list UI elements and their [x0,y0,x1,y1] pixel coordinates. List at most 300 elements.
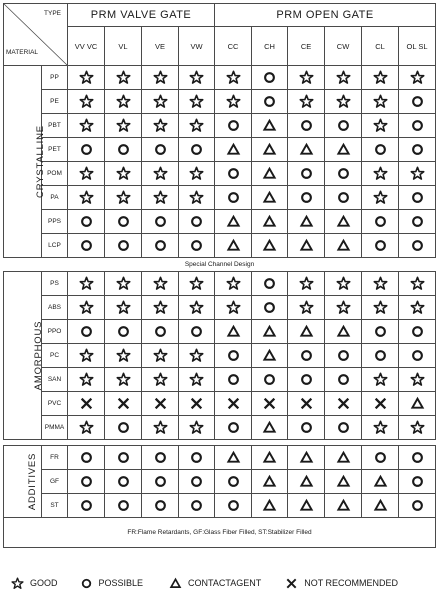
material-row [4,344,436,368]
material-name: PBT [42,114,68,138]
circle-icon [226,474,241,489]
gate-type-header: VV VC [68,27,105,66]
valve-gate-group: PRM VALVE GATE [68,4,215,27]
circle-icon [79,474,94,489]
circle-icon [226,348,241,363]
rating-cell [252,296,288,320]
rating-cell [215,320,252,344]
rating-cell [179,186,215,210]
rating-cell [325,114,362,138]
rating-cell [252,66,288,90]
circle-icon [189,498,204,513]
material-row [4,90,436,114]
material-name: LCP [42,234,68,258]
triangle-icon [299,238,314,253]
triangle-icon [299,214,314,229]
rating-cell [142,138,179,162]
circle-icon [299,372,314,387]
circle-icon [189,238,204,253]
rating-cell [288,90,325,114]
star-icon [116,118,131,133]
rating-cell [399,320,436,344]
rating-cell [105,494,142,518]
circle-icon [153,498,168,513]
rating-cell [215,186,252,210]
cross-icon [336,396,351,411]
circle-icon [410,94,425,109]
legend-item-triangle [169,577,261,590]
rating-cell [325,446,362,470]
material-row [4,66,436,90]
rating-cell [142,66,179,90]
material-name: PPO [42,320,68,344]
circle-icon [373,142,388,157]
rating-cell [179,470,215,494]
rating-cell [325,66,362,90]
rating-cell [288,272,325,296]
material-label: MATERIAL [6,49,39,56]
circle-icon [373,450,388,465]
star-icon [116,372,131,387]
rating-cell [142,234,179,258]
rating-cell [399,272,436,296]
rating-cell [215,392,252,416]
triangle-icon [299,498,314,513]
star-icon [79,118,94,133]
circle-icon [116,142,131,157]
rating-cell [105,186,142,210]
material-name: PVC [42,392,68,416]
star-icon [153,70,168,85]
rating-cell [288,446,325,470]
rating-cell [179,320,215,344]
rating-cell [399,114,436,138]
rating-cell [142,416,179,440]
circle-icon [410,348,425,363]
triangle-icon [262,498,277,513]
rating-cell [105,320,142,344]
star-icon [79,276,94,291]
circle-icon [153,450,168,465]
rating-cell [288,114,325,138]
rating-cell [288,210,325,234]
material-row [4,296,436,320]
rating-cell [142,210,179,234]
circle-icon [116,450,131,465]
material-name: POM [42,162,68,186]
circle-icon [79,214,94,229]
circle-icon [79,450,94,465]
rating-cell [288,392,325,416]
rating-cell [215,162,252,186]
star-icon [116,190,131,205]
rating-cell [142,344,179,368]
star-icon [410,372,425,387]
material-name: SAN [42,368,68,392]
rating-cell [399,210,436,234]
material-row [4,470,436,494]
rating-cell [399,368,436,392]
rating-cell [325,90,362,114]
material-name: GF [42,470,68,494]
rating-cell [68,210,105,234]
star-icon [226,70,241,85]
rating-cell [362,114,399,138]
rating-cell [68,138,105,162]
legend-item-cross [285,577,398,590]
rating-cell [142,320,179,344]
circle-icon [262,70,277,85]
rating-cell [142,186,179,210]
rating-cell [179,90,215,114]
rating-cell [288,138,325,162]
rating-cell [252,368,288,392]
special-note: Special Channel Design [4,258,436,272]
header-corner [4,4,68,66]
group-label-crystalline [4,66,46,258]
material-row [4,210,436,234]
rating-cell [68,392,105,416]
circle-icon [226,190,241,205]
star-icon [189,118,204,133]
rating-cell [252,272,288,296]
circle-icon [262,276,277,291]
material-name: PC [42,344,68,368]
triangle-icon [262,118,277,133]
rating-cell [252,114,288,138]
rating-cell [179,234,215,258]
triangle-icon [262,348,277,363]
star-icon [116,70,131,85]
circle-icon [116,474,131,489]
triangle-icon [299,450,314,465]
material-name: PET [42,138,68,162]
rating-cell [325,162,362,186]
material-row [4,272,436,296]
cross-icon [189,396,204,411]
rating-cell [362,90,399,114]
star-icon [299,300,314,315]
legend-label: CONTACTAGENT [188,578,262,588]
star-icon [79,94,94,109]
rating-cell [179,210,215,234]
rating-cell [399,470,436,494]
star-icon [79,372,94,387]
rating-cell [179,392,215,416]
circle-icon [410,142,425,157]
rating-cell [179,66,215,90]
rating-cell [362,138,399,162]
rating-cell [68,494,105,518]
rating-cell [215,234,252,258]
rating-cell [362,186,399,210]
rating-cell [252,344,288,368]
triangle-icon [262,142,277,157]
rating-cell [362,234,399,258]
circle-icon [336,190,351,205]
circle-icon [299,118,314,133]
rating-cell [399,234,436,258]
rating-cell [142,494,179,518]
star-icon [410,300,425,315]
star-icon [79,300,94,315]
triangle-icon [299,474,314,489]
rating-cell [252,90,288,114]
rating-cell [105,138,142,162]
triangle-icon [299,142,314,157]
star-icon [116,276,131,291]
circle-icon [373,238,388,253]
rating-cell [105,90,142,114]
circle-icon [373,214,388,229]
star-icon [373,118,388,133]
star-icon [189,70,204,85]
triangle-icon [373,474,388,489]
material-name: PMMA [42,416,68,440]
material-row [4,494,436,518]
rating-cell [105,470,142,494]
triangle-icon [262,166,277,181]
rating-cell [105,392,142,416]
rating-cell [142,90,179,114]
rating-cell [325,416,362,440]
triangle-icon [226,142,241,157]
cross-icon [373,396,388,411]
rating-cell [68,272,105,296]
material-name: ABS [42,296,68,320]
material-name: PPS [42,210,68,234]
star-icon [373,372,388,387]
rating-cell [142,446,179,470]
star-icon [410,166,425,181]
circle-icon [116,420,131,435]
star-icon [116,94,131,109]
rating-cell [68,162,105,186]
star-icon [226,94,241,109]
circle-icon [153,214,168,229]
triangle-icon [226,450,241,465]
triangle-icon [226,324,241,339]
rating-cell [399,138,436,162]
rating-cell [399,90,436,114]
rating-cell [215,470,252,494]
circle-icon [373,324,388,339]
circle-icon [226,118,241,133]
material-row [4,368,436,392]
cross-icon [262,396,277,411]
rating-cell [215,446,252,470]
cross-icon [116,396,131,411]
rating-cell [288,368,325,392]
triangle-icon [336,142,351,157]
cross-icon [153,396,168,411]
triangle-icon [262,420,277,435]
rating-cell [215,368,252,392]
circle-icon [410,190,425,205]
star-icon [373,190,388,205]
star-icon [189,94,204,109]
material-row [4,392,436,416]
gate-type-header: VE [142,27,179,66]
circle-icon [299,166,314,181]
triangle-icon [262,324,277,339]
star-icon [189,372,204,387]
material-name: PS [42,272,68,296]
circle-icon [336,348,351,363]
triangle-icon [226,238,241,253]
rating-cell [325,296,362,320]
rating-cell [362,416,399,440]
rating-cell [68,114,105,138]
cross-icon [299,396,314,411]
star-icon [336,276,351,291]
star-icon [153,118,168,133]
circle-icon [189,450,204,465]
star-icon [373,300,388,315]
circle-icon [79,142,94,157]
circle-icon [189,142,204,157]
rating-cell [252,446,288,470]
rating-cell [179,344,215,368]
material-gate-matrix [3,3,436,548]
circle-icon [116,238,131,253]
material-name: PE [42,90,68,114]
rating-cell [105,368,142,392]
triangle-icon [336,450,351,465]
material-name: FR [42,446,68,470]
rating-cell [252,162,288,186]
material-name: PA [42,186,68,210]
circle-icon [262,372,277,387]
circle-icon [116,214,131,229]
circle-icon [189,474,204,489]
star-icon [79,420,94,435]
rating-cell [68,320,105,344]
circle-icon [410,118,425,133]
legend-item-circle [80,577,144,590]
circle-icon [410,238,425,253]
rating-cell [68,90,105,114]
rating-cell [215,138,252,162]
cross-icon [285,577,298,590]
circle-icon [226,166,241,181]
star-icon [299,70,314,85]
triangle-icon [336,238,351,253]
triangle-icon [262,450,277,465]
circle-icon [410,498,425,513]
circle-icon [79,498,94,513]
rating-cell [142,368,179,392]
gate-type-header: VW [179,27,215,66]
rating-cell [179,162,215,186]
rating-cell [68,368,105,392]
legend-label: NOT RECOMMENDED [304,578,399,588]
material-row [4,138,436,162]
rating-cell [179,446,215,470]
star-icon [79,348,94,363]
triangle-icon [336,498,351,513]
star-icon [153,348,168,363]
rating-cell [362,392,399,416]
rating-cell [399,296,436,320]
rating-cell [325,234,362,258]
circle-icon [116,324,131,339]
star-icon [373,276,388,291]
rating-cell [288,344,325,368]
material-row [4,162,436,186]
star-icon [373,94,388,109]
gate-type-header: CE [288,27,325,66]
star-icon [189,420,204,435]
rating-cell [325,344,362,368]
rating-cell [179,114,215,138]
rating-cell [325,138,362,162]
group-label-amorphous [4,272,45,440]
star-icon [189,190,204,205]
rating-cell [362,344,399,368]
circle-icon [410,450,425,465]
rating-cell [325,210,362,234]
rating-cell [362,320,399,344]
rating-cell [215,272,252,296]
rating-cell [105,114,142,138]
rating-cell [288,162,325,186]
rating-cell [362,210,399,234]
rating-cell [288,234,325,258]
rating-cell [105,66,142,90]
star-icon [79,166,94,181]
gate-type-header: CW [325,27,362,66]
rating-cell [68,186,105,210]
circle-icon [299,420,314,435]
triangle-icon [336,474,351,489]
cross-icon [226,396,241,411]
rating-cell [325,186,362,210]
rating-cell [68,446,105,470]
compatibility-chart [3,3,435,588]
group-label-text: AMORPHOUS [33,320,45,391]
rating-cell [399,392,436,416]
rating-cell [215,416,252,440]
special-note-row [4,258,436,272]
legend-label: POSSIBLE [98,578,144,588]
rating-cell [252,186,288,210]
triangle-icon [336,324,351,339]
rating-cell [105,272,142,296]
star-icon [336,300,351,315]
rating-cell [362,368,399,392]
rating-cell [68,344,105,368]
rating-cell [179,138,215,162]
rating-cell [362,446,399,470]
circle-icon [262,94,277,109]
circle-icon [336,118,351,133]
rating-cell [105,296,142,320]
triangle-icon [262,214,277,229]
star-icon [153,420,168,435]
star-icon [153,276,168,291]
circle-icon [336,166,351,181]
rating-cell [288,296,325,320]
rating-cell [105,446,142,470]
star-icon [153,372,168,387]
rating-cell [288,186,325,210]
star-icon [410,70,425,85]
rating-cell [68,470,105,494]
triangle-icon [169,577,182,590]
rating-cell [215,296,252,320]
circle-icon [410,324,425,339]
